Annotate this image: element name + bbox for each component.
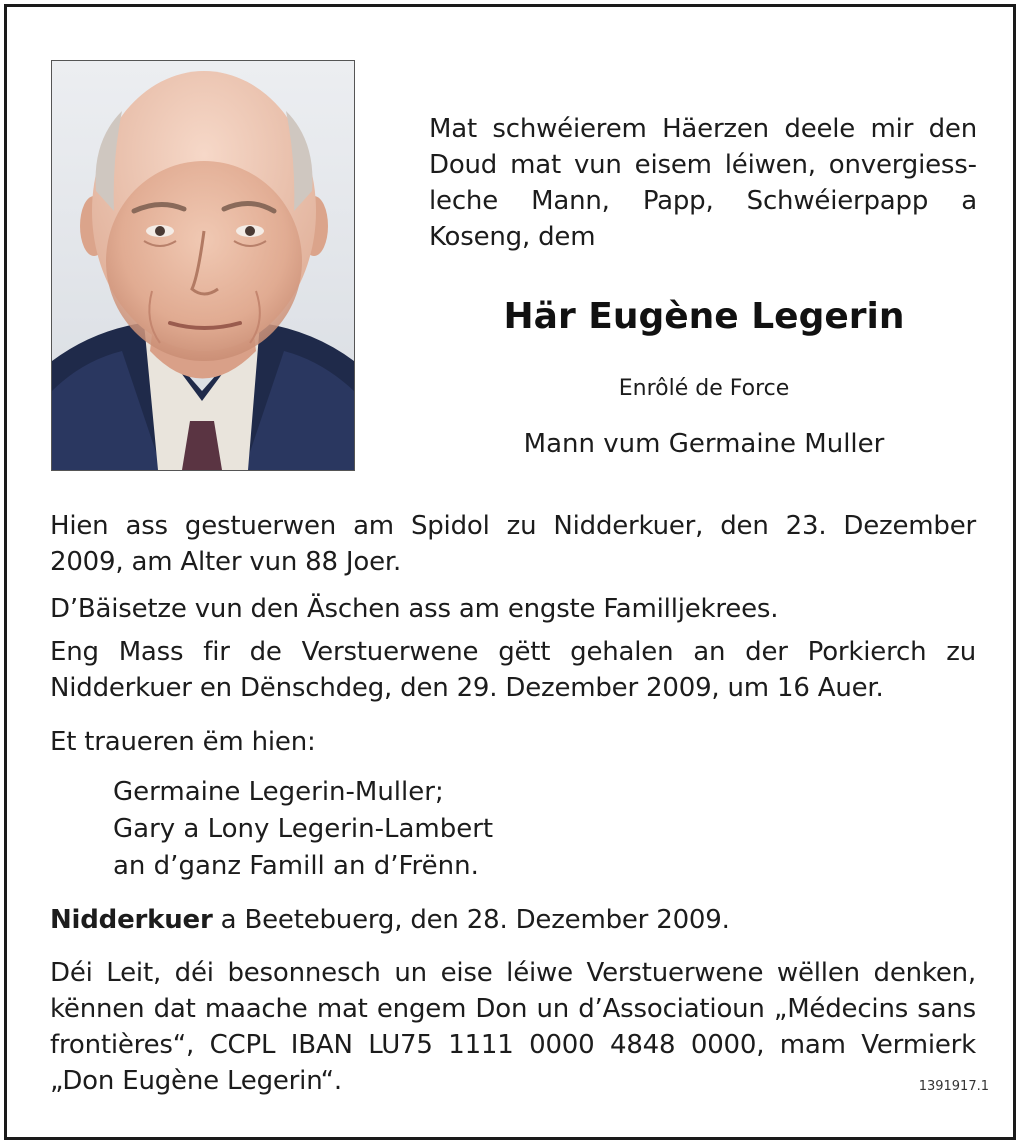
obituary-notice [4,4,1016,1140]
portrait-photo [51,60,355,471]
mourner-line: Gary a Lony Legerin-Lambert [113,814,494,844]
intro-text: Mat schwéierem Häerzen deele mir den Doud mat vun eisem léiwen, onvergiessleche Mann, Papp, Schwéierpapp a Koseng, dem [429,114,977,252]
reference-number: 1391917.1 [918,1079,989,1094]
donation-paragraph: Déi Leit, déi besonnesch un eise léiwe Verstuerwene wëllen denken, kënnen dat maache mat engem Don un d’Associatioun „Médecins sans frontières“, CCPL IBAN LU75 1111 0000 4848 0000, mam Vermierk „Don Eugène Legerin“. [50,958,976,1096]
mourner-line: Germaine Legerin-Muller; [113,777,444,807]
mourners-list [113,774,813,885]
place-date-line [50,902,976,938]
deceased-spouse: Mann vum Germaine Muller [523,429,885,459]
mass-paragraph: Eng Mass fir de Verstuerwene gëtt gehalen an der Porkierch zu Nidderkuer en Dënschdeg, den 29. Dezember 2009, um 16 Auer. [50,637,976,703]
cremation-paragraph: D’Bäisetze vun den Äschen ass am engste Familljekrees. [50,594,779,624]
portrait-illustration [52,61,354,470]
place-date-rest: a Beetebuerg, den 28. Dezember 2009. [212,905,730,935]
death-paragraph: Hien ass gestuerwen am Spidol zu Nidderkuer, den 23. Dezember 2009, am Alter vun 88 Joer. [50,511,976,577]
mourner-line: an d’ganz Famill an d’Frënn. [113,851,479,881]
place-name: Nidderkuer [50,905,213,935]
deceased-title: Enrôlé de Force [618,376,790,401]
deceased-name: Här Eugène Legerin [503,296,905,337]
mourners-intro: Et traueren ëm hien: [50,727,316,757]
